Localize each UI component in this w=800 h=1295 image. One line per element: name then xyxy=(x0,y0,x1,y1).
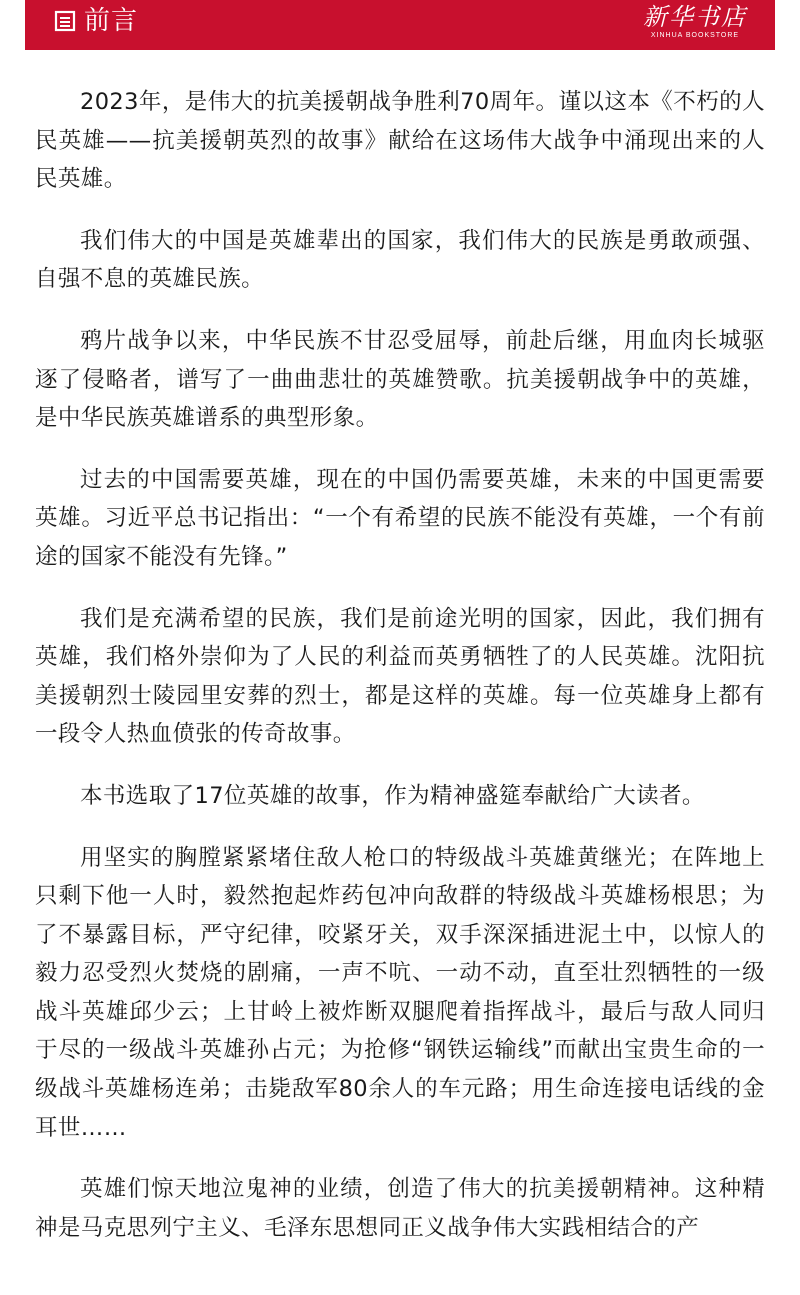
xinhua-bookstore-logo xyxy=(635,3,755,41)
paragraph: 我们伟大的中国是英雄辈出的国家，我们伟大的民族是勇敢顽强、自强不息的英雄民族。 xyxy=(35,227,765,293)
paragraph: 2023年，是伟大的抗美援朝战争胜利70周年。谨以这本《不朽的人民英雄——抗美援朝英烈的故事》献给在这场伟大战争中涌现出来的人民英雄。 xyxy=(35,89,765,193)
preface-body xyxy=(35,83,765,1270)
logo-text: 新华书店 xyxy=(643,3,747,31)
paragraph: 过去的中国需要英雄，现在的中国仍需要英雄，未来的中国更需要英雄。习近平总书记指出：“一个有希望的民族不能没有英雄，一个有前途的国家不能没有先锋。” xyxy=(35,466,765,570)
paragraph: 我们是充满希望的民族，我们是前途光明的国家，因此，我们拥有英雄，我们格外崇仰为了人民的利益而英勇牺牲了的人民英雄。沈阳抗美援朝烈士陵园里安葬的烈士，都是这样的英雄。每一位英雄身上都有一段令人热血偾张的传奇故事。 xyxy=(35,605,765,748)
page-title: 前言 xyxy=(84,6,139,36)
paragraph: 英雄们惊天地泣鬼神的业绩，创造了伟大的抗美援朝精神。这种精神是马克思列宁主义、毛泽东思想同正义战争伟大实践相结合的产 xyxy=(35,1176,765,1241)
logo-subtext: XINHUA BOOKSTORE xyxy=(650,32,740,39)
paragraph: 用坚实的胸膛紧紧堵住敌人枪口的特级战斗英雄黄继光；在阵地上只剩下他一人时，毅然抱起炸药包冲向敌群的特级战斗英雄杨根思；为了不暴露目标，严守纪律，咬紧牙关，双手深深插进泥土中，以惊人的毅力忍受烈火焚烧的剧痛，一声不吭、一动不动，直至壮烈牺牲的一级战斗英雄邱少云；上甘岭上被炸断双腿爬着指挥战斗，最后与敌人同归于尽的一级战斗英雄孙占元；为抢修“钢铁运输线”而献出宝贵生命的一级战斗英雄杨连弟；击毙敌军80余人的车元路；用生命连接电话线的金耳世…… xyxy=(35,844,765,1141)
paragraph: 鸦片战争以来，中华民族不甘忍受屈辱，前赴后继，用血肉长城驱逐了侵略者，谱写了一曲曲悲壮的英雄赞歌。抗美援朝战争中的英雄，是中华民族英雄谱系的典型形象。 xyxy=(35,327,765,432)
page-header xyxy=(25,0,775,50)
list-document-icon xyxy=(54,10,76,32)
paragraph: 本书选取了17位英雄的故事，作为精神盛筵奉献给广大读者。 xyxy=(80,782,705,809)
